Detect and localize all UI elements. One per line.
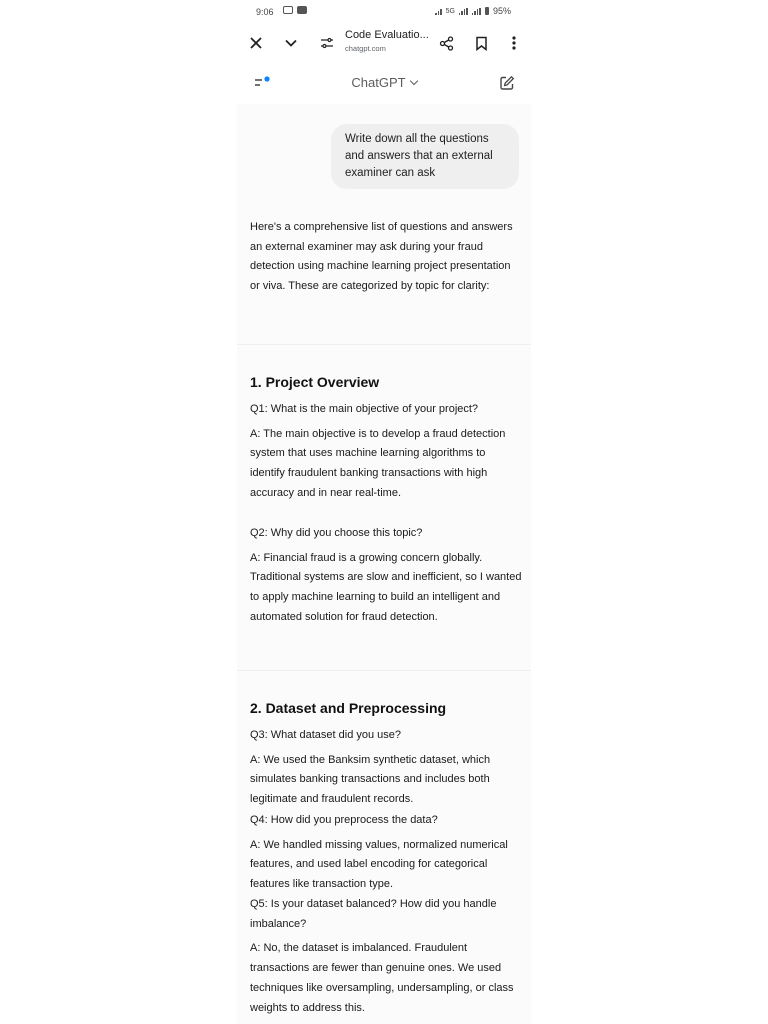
bookmark-icon: [475, 36, 488, 51]
qa-block: [250, 524, 522, 633]
close-tab-button[interactable]: [245, 32, 267, 54]
qa-block: [250, 811, 522, 900]
answer: A: No, the dataset is imbalanced. Fraudulent transactions are fewer than genuine ones. We used techniques like oversampling, undersampling, or class weights to address this.: [250, 942, 514, 1014]
answer: A: The main objective is to develop a fraud detection system that uses machine learning algorithms to identify fraudulent banking transactions with high accuracy and in near real-time.: [250, 427, 506, 499]
conversation[interactable]: [237, 104, 531, 1024]
share-button[interactable]: [435, 32, 457, 54]
close-icon: [249, 36, 263, 50]
answer: A: We handled missing values, normalized numerical features, and used label encoding for categorical features like transaction type.: [250, 838, 508, 891]
model-selector[interactable]: [237, 75, 531, 90]
status-time: 9:06: [256, 7, 274, 17]
question: Q3: What dataset did you use?: [250, 729, 402, 741]
phone-screen: [237, 0, 531, 1024]
divider: [237, 344, 531, 345]
page-url: chatgpt.com: [345, 44, 386, 53]
question: Q2: Why did you choose this topic?: [250, 527, 423, 539]
network-type: 5G: [445, 7, 455, 15]
question: Q4: How did you preprocess the data?: [250, 814, 438, 826]
page-title: Code Evaluatio...: [345, 29, 429, 41]
model-name: ChatGPT: [351, 75, 406, 90]
section-title: 2. Dataset and Preprocessing: [250, 700, 447, 716]
site-settings-button[interactable]: [316, 32, 338, 54]
answer: A: We used the Banksim synthetic dataset, which simulates banking transactions and includes both legitimate and fraudulent records.: [250, 753, 491, 806]
battery-level: 95%: [492, 6, 511, 16]
signal-strength-icon-2: [472, 8, 481, 15]
question: Q1: What is the main objective of your project?: [250, 403, 479, 415]
battery-icon: [485, 7, 489, 15]
notification-icons: [283, 6, 307, 14]
model-chevron-icon: [409, 77, 417, 85]
new-chat-icon: [499, 75, 515, 91]
site-settings-icon: [320, 36, 334, 50]
address-bar[interactable]: [345, 29, 435, 53]
chat-header: [237, 62, 531, 105]
status-indicators: [435, 6, 511, 16]
answer: A: Financial fraud is a growing concern globally. Traditional systems are slow and inefficient, so I wanted to apply machine learning to build an intelligent and automated solution for fraud detection.: [250, 551, 522, 623]
assistant-intro: Here's a comprehensive list of questions and answers an external examiner may ask during your fraud detection using machine learning project presentation or viva. These are categorized by topic for clarity:: [250, 221, 513, 293]
volte-signal-icon: [435, 8, 442, 15]
more-options-button[interactable]: [503, 32, 525, 54]
signal-strength-icon: [459, 8, 468, 15]
question: Q5: Is your dataset balanced? How did you handle imbalance?: [250, 898, 497, 930]
browser-toolbar: [237, 24, 531, 62]
qa-block: [250, 895, 522, 1023]
qa-block: [250, 400, 522, 509]
bookmark-button[interactable]: [470, 32, 492, 54]
status-bar: [237, 0, 531, 24]
more-vert-icon: [512, 36, 516, 50]
video-notification-icon: [297, 6, 307, 14]
minimize-tab-button[interactable]: [280, 32, 302, 54]
user-message: Write down all the questions and answers that an external examiner can ask: [331, 124, 519, 189]
new-chat-button[interactable]: [496, 72, 518, 94]
section-title: 1. Project Overview: [250, 374, 380, 390]
chevron-down-icon: [284, 36, 298, 50]
qa-block: [250, 726, 522, 815]
divider: [237, 670, 531, 671]
chat-notification-icon: [283, 6, 293, 14]
share-icon: [439, 36, 454, 51]
